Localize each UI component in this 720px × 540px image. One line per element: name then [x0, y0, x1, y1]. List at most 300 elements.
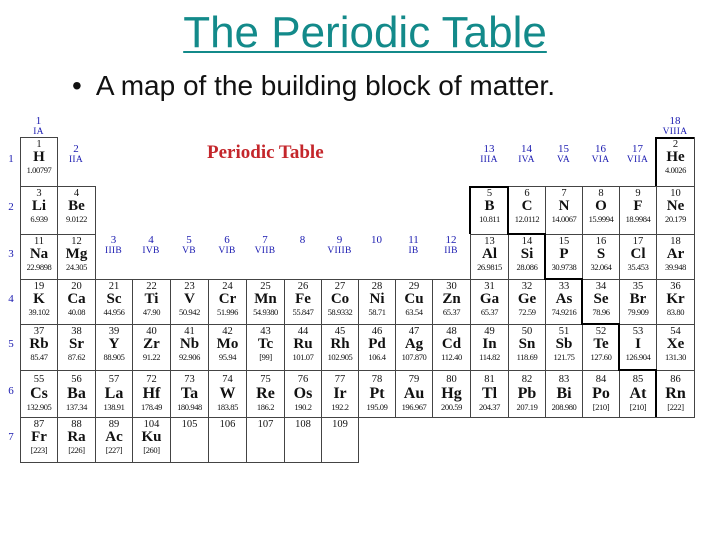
- atomic-mass: 131.30: [665, 352, 686, 362]
- atomic-number: 80: [446, 374, 457, 385]
- element-cell-ga: [470, 279, 509, 325]
- atomic-number: 78: [371, 374, 383, 385]
- element-cell-kr: [656, 279, 695, 325]
- atomic-number: 14: [521, 236, 533, 247]
- atomic-mass: 54.9380: [253, 307, 278, 317]
- group-label-14: [508, 144, 545, 166]
- element-symbol: N: [558, 198, 570, 214]
- atomic-number: 72: [146, 374, 157, 385]
- atomic-mass: 20.179: [665, 214, 686, 224]
- atomic-mass: 15.9994: [588, 214, 614, 224]
- metal-nonmetal-border-segment: [581, 278, 583, 324]
- atomic-number: 56: [71, 374, 82, 385]
- atomic-mass: 58.71: [368, 307, 386, 317]
- element-symbol: Sn: [518, 336, 536, 352]
- atomic-number: 23: [184, 281, 195, 292]
- element-symbol: Kr: [666, 291, 685, 307]
- element-cell-b: [470, 186, 509, 235]
- element-symbol: Ku: [141, 429, 162, 445]
- element-symbol: Sr: [69, 336, 84, 352]
- element-symbol: Fr: [31, 429, 47, 445]
- atomic-mass: 65.37: [442, 307, 461, 317]
- element-cell-tl: [470, 370, 509, 418]
- element-cell-ne: [656, 186, 695, 235]
- atomic-number: 34: [595, 281, 607, 292]
- group-label-6: [208, 235, 246, 257]
- element-cell-o: [582, 186, 620, 235]
- element-symbol: Bi: [556, 385, 572, 402]
- metal-nonmetal-border-segment: [544, 278, 582, 280]
- atomic-mass: 196.967: [401, 402, 427, 412]
- element-symbol: Al: [482, 246, 497, 262]
- atomic-mass: 195.09: [366, 402, 388, 412]
- atomic-number: 108: [295, 419, 311, 430]
- atomic-mass: 50.942: [179, 307, 200, 317]
- atomic-number: 53: [632, 326, 644, 337]
- element-symbol: At: [629, 385, 647, 402]
- atomic-mass: 51.996: [217, 307, 238, 317]
- atomic-mass: 114.82: [479, 352, 500, 362]
- period-label-7: 7: [8, 430, 14, 443]
- element-cell-nb: [170, 324, 209, 371]
- element-symbol: La: [104, 385, 124, 402]
- atomic-number: 85: [632, 374, 644, 385]
- element-cell-ar: [656, 234, 695, 280]
- group-label-7: [246, 235, 284, 257]
- element-cell-re: [246, 370, 285, 418]
- atomic-mass: 12.0112: [514, 214, 540, 224]
- element-symbol: Rn: [665, 385, 686, 402]
- element-cell-n: [545, 186, 583, 235]
- element-cell-ag: [395, 324, 433, 371]
- atomic-number: 38: [71, 326, 82, 337]
- element-cell-hg: [432, 370, 471, 418]
- metal-nonmetal-border-segment: [655, 137, 657, 186]
- element-cell-mo: [208, 324, 247, 371]
- atomic-number: 33: [558, 281, 570, 292]
- atomic-mass: 132.905: [26, 402, 52, 412]
- element-symbol: Sc: [106, 291, 122, 307]
- atomic-mass: 91.22: [142, 352, 161, 362]
- element-cell-ta: [170, 370, 209, 418]
- period-label-4: 4: [8, 292, 14, 305]
- group-number: 1: [35, 115, 42, 127]
- element-symbol: P: [559, 246, 569, 262]
- element-cell-al: [470, 234, 509, 280]
- element-cell-ku: [132, 417, 171, 463]
- element-symbol: Ac: [105, 429, 123, 445]
- group-roman: IIIB: [104, 246, 123, 256]
- atomic-number: 74: [222, 374, 233, 385]
- atomic-mass: 118.69: [516, 352, 538, 362]
- period-label-6: 6: [8, 384, 14, 397]
- element-cell-106: [208, 417, 247, 463]
- element-symbol: I: [635, 336, 641, 352]
- element-cell-he: [656, 137, 695, 187]
- element-cell-y: [95, 324, 133, 371]
- atomic-number: 22: [146, 281, 157, 292]
- atomic-number: 24: [222, 281, 233, 292]
- bullet-dot: •: [72, 70, 82, 101]
- atomic-number: 2: [672, 139, 679, 150]
- element-symbol: Br: [629, 291, 647, 307]
- atomic-mass: 30.9738: [551, 262, 577, 272]
- periodic-table-title: Periodic Table: [207, 142, 324, 163]
- atomic-mass: [210]: [629, 402, 647, 412]
- element-cell-cr: [208, 279, 247, 325]
- element-symbol: Ga: [479, 291, 500, 307]
- element-symbol: V: [184, 291, 195, 307]
- element-cell-in: [470, 324, 509, 371]
- element-cell-ge: [508, 279, 546, 325]
- atomic-number: 17: [632, 236, 644, 247]
- atomic-number: 8: [598, 188, 604, 199]
- atomic-number: 20: [71, 281, 82, 292]
- group-number: 13: [483, 143, 495, 155]
- atomic-number: 12: [71, 236, 82, 247]
- group-number: 11: [408, 234, 419, 246]
- metal-nonmetal-border-segment: [581, 323, 619, 325]
- element-symbol: Ra: [67, 429, 86, 445]
- element-symbol: Ca: [67, 291, 86, 307]
- element-cell-c: [508, 186, 546, 235]
- atomic-mass: 22.9898: [26, 262, 52, 272]
- atomic-number: 43: [260, 326, 271, 337]
- atomic-number: 39: [108, 326, 120, 337]
- atomic-number: 107: [257, 419, 274, 430]
- atomic-mass: 35.453: [627, 262, 649, 272]
- element-cell-be: [57, 186, 96, 235]
- group-label-8: [284, 235, 321, 246]
- group-number: 4: [148, 234, 154, 246]
- element-cell-v: [170, 279, 209, 325]
- atomic-number: 28: [371, 281, 383, 292]
- element-symbol: Ta: [180, 385, 199, 402]
- group-number: 7: [262, 234, 268, 246]
- atomic-mass: 107.870: [401, 352, 427, 362]
- group-number: 6: [224, 234, 230, 246]
- element-symbol: Hg: [441, 385, 462, 402]
- element-symbol: Re: [256, 385, 275, 402]
- atomic-number: 26: [297, 281, 309, 292]
- element-symbol: Y: [108, 336, 120, 352]
- element-symbol: Tc: [257, 336, 274, 352]
- atomic-number: 36: [670, 281, 681, 292]
- atomic-number: 10: [670, 188, 681, 199]
- group-number: 16: [595, 143, 606, 155]
- atomic-mass: 106.4: [368, 352, 386, 362]
- atomic-mass: 10.811: [479, 214, 500, 224]
- atomic-mass: 9.0122: [66, 214, 87, 224]
- element-symbol: Zn: [442, 291, 461, 307]
- atomic-number: 77: [334, 374, 346, 385]
- atomic-mass: 26.9815: [477, 262, 502, 272]
- metal-nonmetal-border-segment: [507, 233, 545, 235]
- element-symbol: Rh: [330, 336, 350, 352]
- metal-nonmetal-border-segment: [469, 186, 471, 234]
- element-cell-zn: [432, 279, 471, 325]
- element-cell-te: [582, 324, 620, 371]
- atomic-number: 89: [108, 419, 120, 430]
- element-cell-bi: [545, 370, 583, 418]
- element-symbol: B: [484, 198, 495, 214]
- atomic-mass: 14.0067: [551, 214, 577, 224]
- element-cell-rh: [321, 324, 359, 371]
- element-symbol: Po: [592, 385, 610, 402]
- element-cell-k: [20, 279, 58, 325]
- group-roman: VIIIB: [327, 246, 352, 256]
- atomic-mass: 24.305: [66, 262, 87, 272]
- atomic-mass: 87.62: [67, 352, 86, 362]
- atomic-mass: 47.90: [142, 307, 161, 317]
- group-roman: VA: [556, 155, 571, 165]
- atomic-number: 50: [521, 326, 533, 337]
- period-label-2: 2: [8, 201, 14, 213]
- element-cell-xe: [656, 324, 695, 371]
- atomic-number: 31: [484, 281, 495, 292]
- element-symbol: Fe: [295, 291, 311, 307]
- element-cell-sb: [545, 324, 583, 371]
- group-roman: IIA: [68, 155, 84, 165]
- atomic-mass: 208.980: [551, 402, 577, 412]
- element-cell-cs: [20, 370, 58, 418]
- element-symbol: Ba: [67, 385, 86, 402]
- atomic-number: 11: [33, 236, 45, 247]
- element-cell-s: [582, 234, 620, 280]
- atomic-mass: 138.91: [103, 402, 125, 412]
- atomic-mass: [99]: [259, 352, 272, 362]
- element-cell-cu: [395, 279, 433, 325]
- atomic-number: 19: [33, 281, 45, 292]
- element-cell-fr: [20, 417, 58, 463]
- atomic-mass: 65.37: [480, 307, 499, 317]
- atomic-number: 9: [635, 188, 641, 199]
- atomic-number: 51: [558, 326, 570, 337]
- atomic-number: 105: [181, 419, 198, 430]
- group-number: 2: [73, 143, 79, 155]
- element-symbol: Pd: [368, 336, 386, 352]
- atomic-mass: 127.60: [590, 352, 612, 362]
- metal-nonmetal-border-segment: [618, 369, 656, 371]
- atomic-number: 45: [334, 326, 346, 337]
- atomic-mass: 85.47: [30, 352, 48, 362]
- element-cell-ir: [321, 370, 359, 418]
- element-symbol: Ne: [666, 198, 685, 214]
- atomic-mass: 39.102: [28, 307, 50, 317]
- atomic-mass: 112.40: [441, 352, 462, 362]
- element-symbol: He: [666, 149, 685, 165]
- atomic-number: 3: [36, 188, 42, 199]
- atomic-mass: 18.9984: [625, 214, 651, 224]
- atomic-mass: 58.9332: [327, 307, 353, 317]
- element-symbol: S: [596, 246, 606, 262]
- element-cell-fe: [284, 279, 322, 325]
- atomic-mass: 180.948: [177, 402, 202, 412]
- element-symbol: Cl: [630, 246, 646, 262]
- atomic-number: 106: [219, 419, 236, 430]
- atomic-number: 81: [484, 374, 495, 385]
- group-label-1: [20, 116, 57, 138]
- element-cell-pt: [358, 370, 396, 418]
- element-symbol: Tl: [481, 385, 498, 402]
- group-number: 14: [521, 143, 532, 155]
- atomic-number: 54: [670, 326, 681, 337]
- atomic-number: 42: [222, 326, 233, 337]
- atomic-number: 84: [595, 374, 607, 385]
- element-symbol: Au: [403, 385, 425, 402]
- element-cell-at: [619, 370, 657, 418]
- atomic-mass: [227]: [105, 445, 123, 455]
- element-symbol: K: [33, 291, 45, 307]
- atomic-mass: 32.064: [590, 262, 612, 272]
- atomic-number: 75: [260, 374, 271, 385]
- element-symbol: Cd: [441, 336, 462, 352]
- group-label-13: [470, 144, 508, 166]
- element-symbol: H: [33, 149, 45, 165]
- slide-title: The Periodic Table: [183, 8, 547, 57]
- atomic-mass: 83.80: [666, 307, 685, 317]
- bullet-text: A map of the building block of matter.: [95, 70, 555, 101]
- element-symbol: Pb: [517, 385, 537, 402]
- atomic-number: 76: [297, 374, 309, 385]
- atomic-mass: 204.37: [479, 402, 500, 412]
- atomic-number: 40: [146, 326, 157, 337]
- group-roman: IVA: [518, 155, 535, 165]
- atomic-number: 109: [332, 419, 348, 430]
- group-label-12: [432, 235, 470, 257]
- metal-nonmetal-border-segment: [655, 369, 657, 417]
- atomic-mass: 178.49: [141, 402, 162, 412]
- element-cell-p: [545, 234, 583, 280]
- group-number: 18: [669, 115, 681, 127]
- atomic-mass: 28.086: [516, 262, 538, 272]
- metal-nonmetal-border-segment: [618, 323, 620, 370]
- period-label-3: 3: [8, 247, 14, 260]
- group-roman: VIIB: [254, 246, 276, 256]
- group-label-3: [95, 235, 132, 257]
- element-symbol: Ge: [517, 291, 537, 307]
- atomic-mass: [223]: [30, 445, 48, 455]
- element-symbol: Rb: [29, 336, 49, 352]
- atomic-mass: 101.07: [292, 352, 314, 362]
- atomic-mass: [260]: [143, 445, 160, 455]
- group-roman: IB: [408, 246, 419, 256]
- element-cell-i: [619, 324, 657, 371]
- element-cell-ba: [57, 370, 96, 418]
- element-symbol: Ar: [666, 246, 685, 262]
- atomic-number: 46: [371, 326, 383, 337]
- group-number: 12: [445, 234, 457, 246]
- element-cell-ni: [358, 279, 396, 325]
- element-symbol: Xe: [666, 336, 685, 352]
- element-cell-po: [582, 370, 620, 418]
- metal-nonmetal-border-segment: [507, 186, 509, 234]
- atomic-mass: 95.94: [218, 352, 237, 362]
- group-number: 3: [110, 234, 117, 246]
- group-number: 8: [299, 234, 306, 246]
- atomic-number: 52: [595, 326, 607, 337]
- element-symbol: Ti: [144, 291, 159, 307]
- element-cell-sr: [57, 324, 96, 371]
- atomic-mass: [226]: [68, 445, 85, 455]
- element-cell-br: [619, 279, 657, 325]
- element-symbol: As: [555, 291, 573, 307]
- atomic-number: 82: [521, 374, 533, 385]
- element-symbol: W: [219, 385, 236, 402]
- atomic-number: 13: [484, 236, 495, 247]
- element-symbol: Li: [31, 198, 47, 214]
- atomic-number: 57: [108, 374, 120, 385]
- atomic-number: 44: [297, 326, 309, 337]
- atomic-number: 4: [73, 188, 80, 199]
- element-cell-mg: [57, 234, 96, 280]
- element-cell-ti: [132, 279, 171, 325]
- element-cell-107: [246, 417, 285, 463]
- element-symbol: Na: [29, 246, 49, 262]
- element-cell-cl: [619, 234, 657, 280]
- group-label-5: [170, 235, 208, 257]
- element-symbol: Os: [293, 385, 313, 402]
- atomic-number: 86: [670, 374, 681, 385]
- atomic-mass: [210]: [592, 402, 610, 412]
- element-cell-au: [395, 370, 433, 418]
- group-roman: IVB: [142, 246, 160, 256]
- atomic-mass: 79.909: [627, 307, 649, 317]
- atomic-mass: 72.59: [518, 307, 536, 317]
- atomic-number: 21: [108, 281, 120, 292]
- element-cell-w: [208, 370, 247, 418]
- element-cell-os: [284, 370, 322, 418]
- element-cell-cd: [432, 324, 471, 371]
- element-symbol: Co: [330, 291, 350, 307]
- atomic-number: 1: [36, 139, 42, 150]
- group-roman: VB: [182, 246, 196, 256]
- metal-nonmetal-border-segment: [544, 233, 546, 279]
- period-label-5: 5: [8, 338, 14, 350]
- atomic-number: 6: [524, 188, 530, 199]
- element-symbol: Ni: [369, 291, 385, 307]
- atomic-number: 83: [558, 374, 570, 385]
- group-roman: VIIIA: [662, 127, 688, 137]
- atomic-mass: 63.54: [405, 307, 423, 317]
- atomic-mass: 192.2: [331, 402, 349, 412]
- atomic-number: 30: [446, 281, 457, 292]
- atomic-mass: 39.948: [665, 262, 686, 272]
- element-symbol: Te: [593, 336, 609, 352]
- element-symbol: Se: [593, 291, 609, 307]
- group-number: 17: [632, 143, 643, 155]
- atomic-number: 88: [71, 419, 82, 430]
- element-symbol: Ag: [404, 336, 424, 352]
- metal-nonmetal-border-segment: [655, 137, 694, 139]
- atomic-mass: 183.85: [217, 402, 238, 412]
- group-label-15: [545, 144, 582, 166]
- atomic-mass: 4.0026: [665, 165, 686, 175]
- atomic-mass: 6.939: [30, 214, 48, 224]
- element-cell-mn: [246, 279, 285, 325]
- atomic-number: 18: [670, 236, 681, 247]
- element-symbol: Hf: [142, 385, 161, 402]
- atomic-mass: 74.9216: [551, 307, 577, 317]
- element-cell-sn: [508, 324, 546, 371]
- element-cell-ca: [57, 279, 96, 325]
- atomic-number: 5: [486, 188, 493, 199]
- group-roman: IIB: [444, 246, 458, 256]
- atomic-mass: 88.905: [103, 352, 125, 362]
- element-cell-se: [582, 279, 620, 325]
- group-roman: IA: [33, 127, 44, 137]
- group-number: 5: [186, 234, 192, 246]
